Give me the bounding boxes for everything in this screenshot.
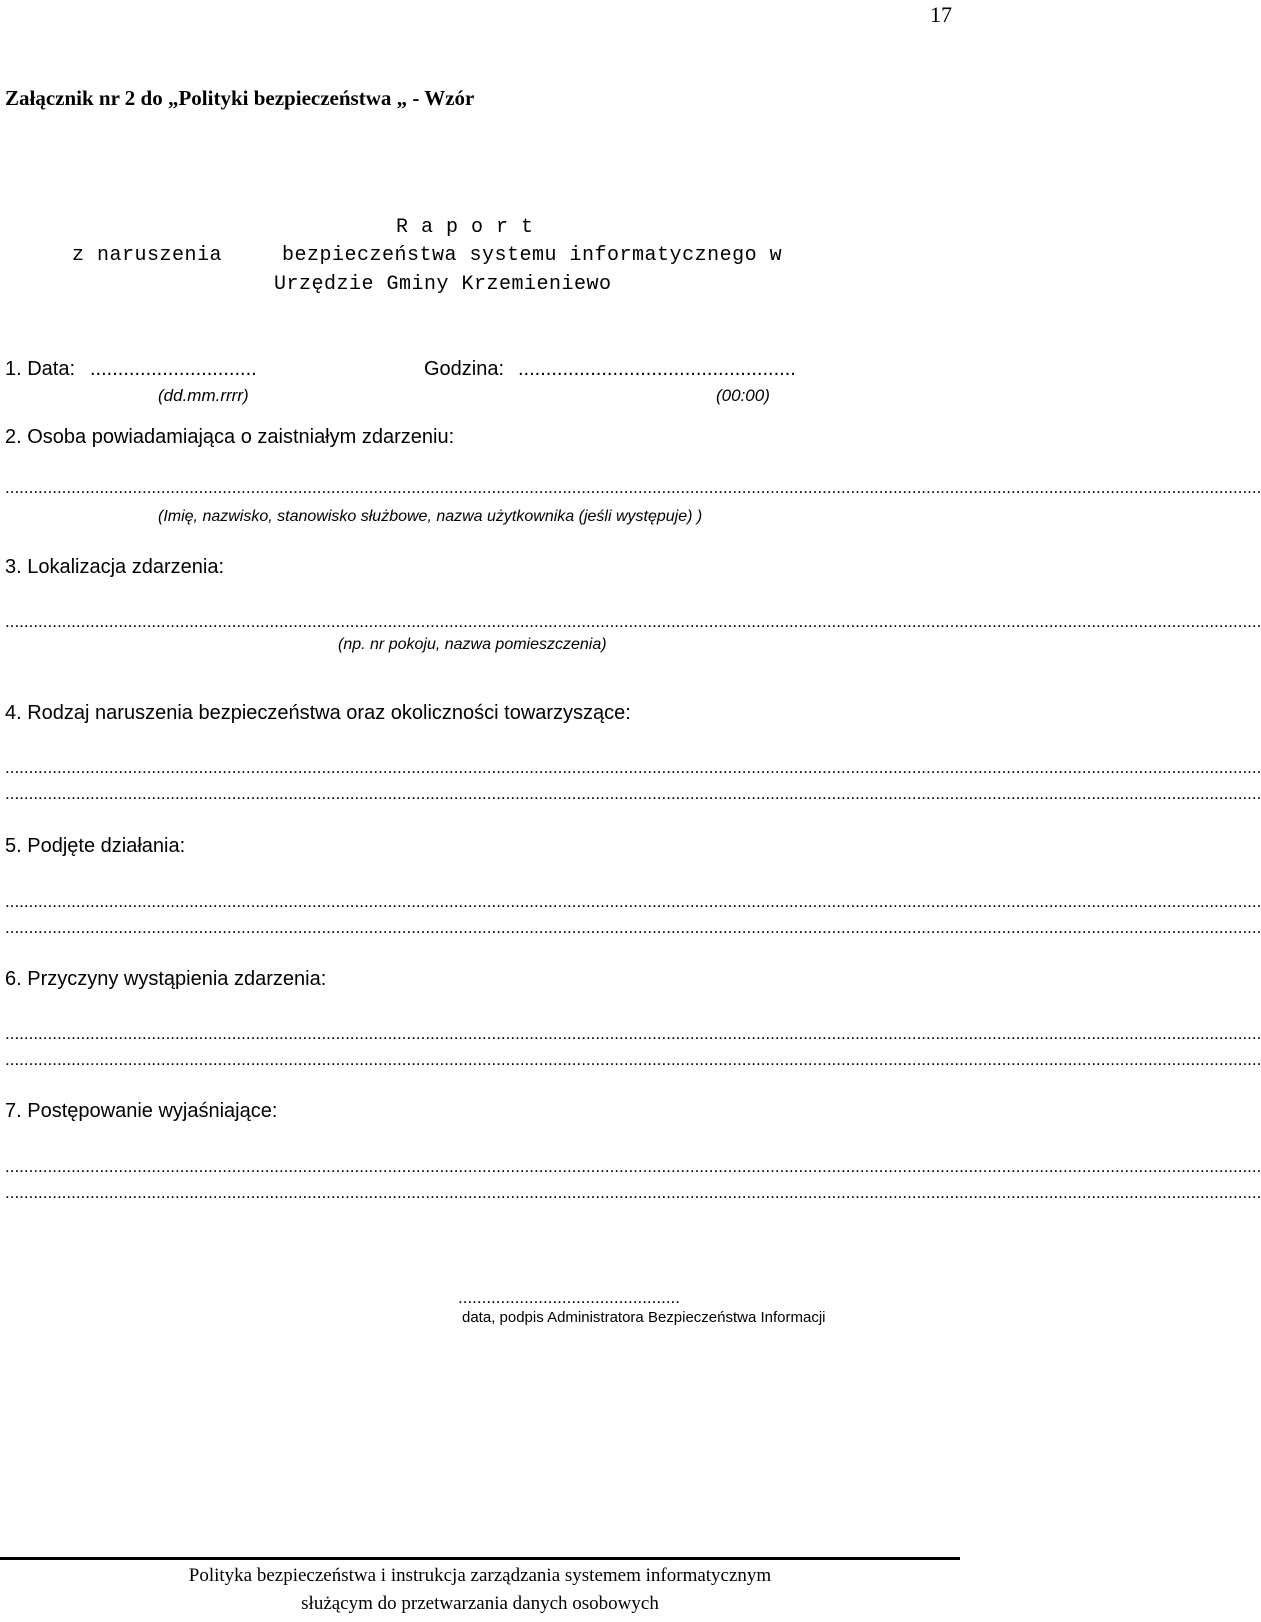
reporter-hint: (Imię, nazwisko, stanowisko służbowe, nazwa użytkownika (jeśli występuje) ) [158, 508, 703, 525]
reporter-dotline[interactable]: .......................................................................................................................................................................................................................................................................... [5, 478, 1261, 497]
breach-type-dotline-1[interactable]: .......................................................................................................................................................................................................................................................................... [5, 758, 1261, 777]
investigation-label: 7. Postępowanie wyjaśniające: [5, 1100, 278, 1122]
time-format-hint: (00:00) [716, 386, 770, 405]
causes-label: 6. Przyczyny wystąpienia zdarzenia: [5, 968, 327, 990]
causes-dotline-2[interactable]: .......................................................................................................................................................................................................................................................................... [5, 1050, 1261, 1069]
time-label: Godzina: [424, 358, 505, 380]
report-subtitle-part1: z naruszenia [72, 244, 223, 267]
page-number: 17 [930, 2, 952, 27]
signature-dotline[interactable]: ............................................... [458, 1288, 680, 1307]
investigation-dotline-1[interactable]: .......................................................................................................................................................................................................................................................................... [5, 1157, 1261, 1176]
report-title: R a p o r t [396, 216, 534, 239]
time-dots[interactable]: .................................................. [518, 358, 796, 380]
investigation-dotline-2[interactable]: .......................................................................................................................................................................................................................................................................... [5, 1183, 1261, 1202]
location-hint: (np. nr pokoju, nazwa pomieszczenia) [338, 636, 607, 653]
location-dotline[interactable]: .......................................................................................................................................................................................................................................................................... [5, 612, 1261, 631]
actions-dotline-2[interactable]: .......................................................................................................................................................................................................................................................................... [5, 918, 1261, 937]
breach-type-dotline-2[interactable]: .......................................................................................................................................................................................................................................................................... [5, 784, 1261, 803]
report-subtitle-line2: Urzędzie Gminy Krzemieniewo [274, 273, 612, 296]
date-format-hint: (dd.mm.rrrr) [158, 386, 249, 405]
location-label: 3. Lokalizacja zdarzenia: [5, 556, 225, 578]
actions-dotline-1[interactable]: .......................................................................................................................................................................................................................................................................... [5, 892, 1261, 911]
report-subtitle-part2: bezpieczeństwa systemu informatycznego w [282, 244, 783, 267]
causes-dotline-1[interactable]: .......................................................................................................................................................................................................................................................................... [5, 1024, 1261, 1043]
signature-caption: data, podpis Administratora Bezpieczeństwa Informacji [462, 1309, 826, 1326]
footer-line-1: Polityka bezpieczeństwa i instrukcja zarządzania systemem informatycznym [188, 1565, 772, 1586]
footer-line-2: służącym do przetwarzania danych osobowych [301, 1593, 659, 1614]
actions-label: 5. Podjęte działania: [5, 835, 186, 857]
date-dots[interactable]: .............................. [90, 358, 257, 380]
breach-type-label: 4. Rodzaj naruszenia bezpieczeństwa oraz okoliczności towarzyszące: [5, 702, 631, 724]
date-label: 1. Data: [5, 358, 76, 380]
annex-heading: Załącznik nr 2 do „Polityki bezpieczeństwa „ - Wzór [5, 86, 475, 110]
footer-rule [0, 1557, 960, 1560]
reporter-label: 2. Osoba powiadamiająca o zaistniałym zdarzeniu: [5, 426, 455, 448]
